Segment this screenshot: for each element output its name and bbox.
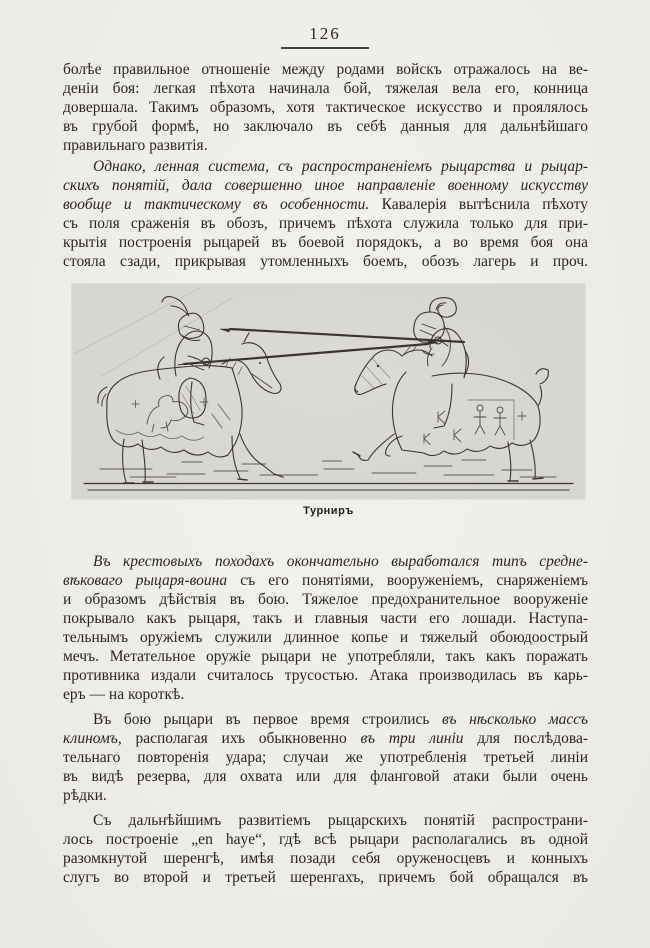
italic-text-run: Однако, ленная система, съ распространеніемъ рыцарства и рыцар- (93, 157, 588, 175)
text-run: деніи боя: легкая пѣхота начинала бой, тяжелая вела его, конница (63, 79, 588, 97)
left-knight-helmet (178, 313, 203, 338)
paragraph (63, 710, 588, 805)
left-knight-lance (178, 340, 438, 365)
right-caparison-figures (468, 400, 514, 440)
right-horse-head (355, 350, 402, 394)
italic-text-run: скихъ понятій, дала совершенно иное направленіе военному искусству (63, 176, 588, 194)
text-run: съ поля сраженія въ обозъ, причемъ пѣхота служила только для при- (63, 214, 588, 232)
paragraph (63, 60, 588, 155)
right-caparison-letters (424, 411, 526, 445)
text-run: крытія построенія рыцарей въ боевой порядокъ, а во время боя она (63, 233, 588, 251)
italic-text-run: въ три линіи (360, 729, 464, 747)
left-knight (158, 296, 438, 424)
text-run: тельнымъ оружіемъ служили длинное копье и тяжелый обоюдоострый (63, 628, 588, 646)
text-run: съ его понятіями, вооруженіемъ, снаряженіемъ (227, 571, 588, 589)
text-run: располагая ихъ обыкновенно (121, 729, 361, 747)
text-line (63, 252, 588, 271)
text-line (63, 849, 588, 868)
text-block-bottom (63, 552, 588, 887)
text-run: въ грубой формѣ, но заключало въ себѣ данныя для дальнѣйшаго (63, 117, 588, 135)
text-line (63, 98, 588, 117)
text-line (63, 748, 588, 767)
text-line (63, 117, 588, 136)
text-line (63, 157, 588, 176)
text-line (63, 136, 588, 155)
left-saddle-cantle (158, 357, 164, 379)
left-horse-rear-leg (123, 439, 126, 482)
text-run: лось построеніе „en haye“, гдѣ всѣ рыцари располагались въ одной (63, 830, 588, 848)
tournament-plate (72, 284, 585, 499)
text-run: Съ дальнѣйшимъ развитіемъ рыцарскихъ понятій распространи- (93, 811, 588, 829)
right-knight-torso (430, 328, 466, 377)
ground-hatching (100, 460, 556, 477)
ground (84, 460, 573, 490)
text-run: тельнаго повторенія удара; случаи же употребленія третьей линіи (63, 748, 588, 766)
text-run: стояла сзади, прикрывая утомленныхъ боемъ, обозъ лагерь и проч. (63, 252, 588, 270)
text-line (63, 830, 588, 849)
paragraph (63, 811, 588, 887)
left-caparison-hem (114, 441, 235, 457)
text-run: мечъ. Метательное оружіе рыцари не употребляли, такъ какъ поражать (63, 647, 588, 665)
italic-text-run: вообще и тактическому въ особенности. (63, 195, 370, 213)
illustration-caption: Турниръ (303, 504, 354, 517)
text-line (63, 214, 588, 233)
text-run: въ видѣ резерва, для охвата или для фланговой атаки были очень (63, 767, 588, 785)
text-line (63, 195, 588, 214)
right-horse (353, 345, 548, 481)
text-run: правильнаго развитія. (63, 136, 208, 154)
text-run: еръ — на короткѣ. (63, 685, 185, 703)
paragraph (63, 552, 588, 704)
text-run: Кавалерія вытѣснила пѣхоту (369, 195, 589, 213)
text-line (63, 868, 588, 887)
text-run: и образомъ дѣйствія въ бою. Тяжелое предохранительное вооруженіе (63, 590, 588, 608)
italic-text-run: Въ крестовыхъ походахъ окончательно выработался типъ средне- (93, 552, 588, 570)
text-line (63, 786, 588, 805)
text-line (63, 233, 588, 252)
text-line (63, 647, 588, 666)
right-knight-crest (430, 297, 457, 316)
text-line (63, 666, 588, 685)
right-caparison-hem (402, 440, 534, 456)
right-knight-leg (444, 384, 452, 426)
italic-text-run: вѣковаго рыцаря-воина (63, 571, 228, 589)
left-knight-leg (191, 382, 194, 422)
page-header (0, 24, 650, 49)
text-run: довершала. Такимъ образомъ, хотя тактическое искусство и проялялось (63, 98, 588, 116)
left-caparison-lion (147, 395, 188, 431)
text-line (63, 729, 588, 748)
text-line (63, 609, 588, 628)
text-line (63, 685, 588, 704)
right-horse-rear-leg (508, 442, 511, 480)
text-line (63, 628, 588, 647)
text-line (63, 60, 588, 79)
text-run: противника издали считалось трусостью. Атака производилась въ карь- (63, 666, 588, 684)
paragraph (63, 157, 588, 271)
text-run: болѣе правильное отношеніе между родами войскъ отражалось на ве- (63, 60, 588, 78)
text-line (63, 552, 588, 571)
left-horse-front-leg (240, 434, 274, 474)
page-number: 126 (309, 24, 341, 43)
text-line (63, 590, 588, 609)
text-line (63, 710, 588, 729)
text-run: для послѣдова- (463, 729, 588, 747)
text-line (63, 571, 588, 590)
text-run: рѣдки. (63, 786, 107, 804)
italic-text-run: въ нѣсколько массъ (442, 710, 589, 728)
text-block-top (63, 60, 588, 271)
text-line (63, 176, 588, 195)
right-horse-tail-ornament (536, 368, 548, 383)
text-line (63, 811, 588, 830)
text-run: Въ бою рыцари въ первое время строились (93, 710, 442, 728)
italic-text-run: клиномъ, (63, 729, 122, 747)
right-knight (220, 297, 469, 427)
text-run: слугъ во второй и третьей шеренгахъ, причемъ бой обращался въ (63, 868, 588, 886)
text-run: покрывало какъ рыцаря, такъ и главныя части его лошади. Наступа- (63, 609, 588, 627)
text-line (63, 767, 588, 786)
tournament-illustration (72, 284, 585, 499)
text-line (63, 79, 588, 98)
text-run: разомкнутой шеренгѣ, имѣя позади себя оруженосцевъ и конныхъ (63, 849, 588, 867)
page-number-rule (281, 47, 369, 49)
